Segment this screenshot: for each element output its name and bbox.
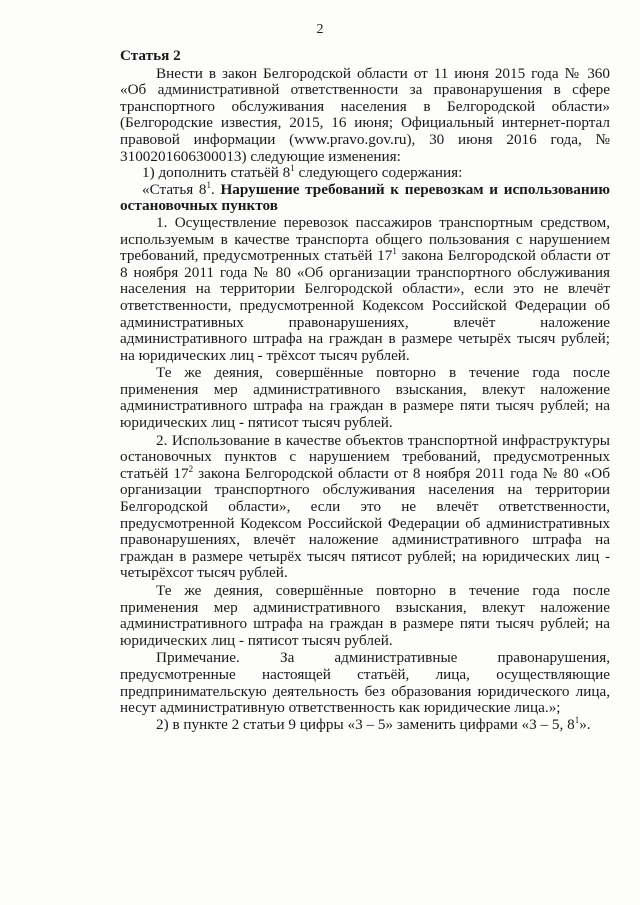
item-2-paragraph [120,714,610,734]
document-body [120,48,610,733]
item-1-sup: 1 [290,163,295,174]
new-article-title: Нарушение требований к перевозкам и использованию остановочных пунктов [120,180,611,215]
paragraph-3-part-a: 2. Использование в качестве объектов транспортной инфраструктуры остановочных пунктов с нарушением требований, предусмотренных статьёй 17 [120,431,610,482]
article-heading: Статья 2 [120,47,181,64]
item-1-prefix: 1) дополнить статьёй 8 [142,164,291,182]
new-article-sup: 1 [206,179,211,190]
page-number: 2 [316,22,324,37]
item-1-suffix: следующего содержания: [294,164,463,182]
paragraph-1-sup: 1 [392,246,397,257]
paragraph-4: Те же деяния, совершённые повторно в течение года после применения мер административного взыскания, влекут наложение административного штрафа на граждан в размере пяти тысяч рублей; на юридических лиц - пятисот тысяч рублей. [120,582,610,649]
paragraph-3 [120,433,610,582]
item-2-suffix: ». [579,715,591,733]
new-article-prefix: «Статья 8 [142,180,207,198]
paragraph-3-part-b: закона Белгородской области от 8 ноября 2011 года № 80 «Об организации транспортного обслуживания населения на территории Белгородской области», если это не влечёт ответственности, предусмотренной Кодексом Российской Федерации об административных правонарушениях, влечёт наложение административного штрафа на граждан в размере четырёх тысяч пятисот рублей; на юридических лиц - четырёхсот тысяч рублей. [120,464,610,582]
note-paragraph: Примечание. За административные правонарушения, предусмотренные настоящей статьёй, лица, осуществляющие предпринимательскую деятельность без образования юридического лица, несут административную ответственность как юридические лица.»; [120,649,610,717]
new-article-heading [120,179,611,215]
paragraph-1 [120,215,610,364]
new-article-dot: . [211,180,221,198]
paragraph-2: Те же деяния, совершённые повторно в течение года после применения мер административного взыскания, влекут наложение административного штрафа на граждан в размере пяти тысяч рублей; на юридических лиц - пятисот тысяч рублей. [120,364,610,432]
paragraph-1-part-a: 1. Осуществление перевозок пассажиров транспортным средством, используемым в качестве транспорта общего пользования с нарушением требований, предусмотренных статьёй 17 [120,213,610,265]
intro-paragraph: Внести в закон Белгородской области от 11 июня 2015 года № 360 «Об административной ответственности за правонарушения в сфере транспортного обслуживания населения в Белгородской области» (Белгородские известия, 2015, 16 июня; Официальный интернет-портал правовой информации (www.pravo.gov.ru), 30 июня 2016 года, № 3100201606300013) следующие изменения: [120,64,610,165]
item-2-prefix: 2) в пункте 2 статьи 9 цифры «3 – 5» заменить цифрами «3 – 5, 8 [156,715,575,733]
paragraph-1-part-b: закона Белгородской области от 8 ноября 2011 года № 80 «Об организации транспортного обслуживания населения на территории Белгородской области», если это не влечёт ответственности, предусмотренной Кодексом Российской Федерации об административных правонарушениях, влечёт наложение административного штрафа на граждан в размере четырёх тысяч рублей; на юридических лиц - трёхсот тысяч рублей. [120,247,610,364]
paragraph-3-sup: 2 [188,463,194,474]
item-2-sup: 1 [574,714,580,725]
item-1-paragraph [120,165,610,182]
